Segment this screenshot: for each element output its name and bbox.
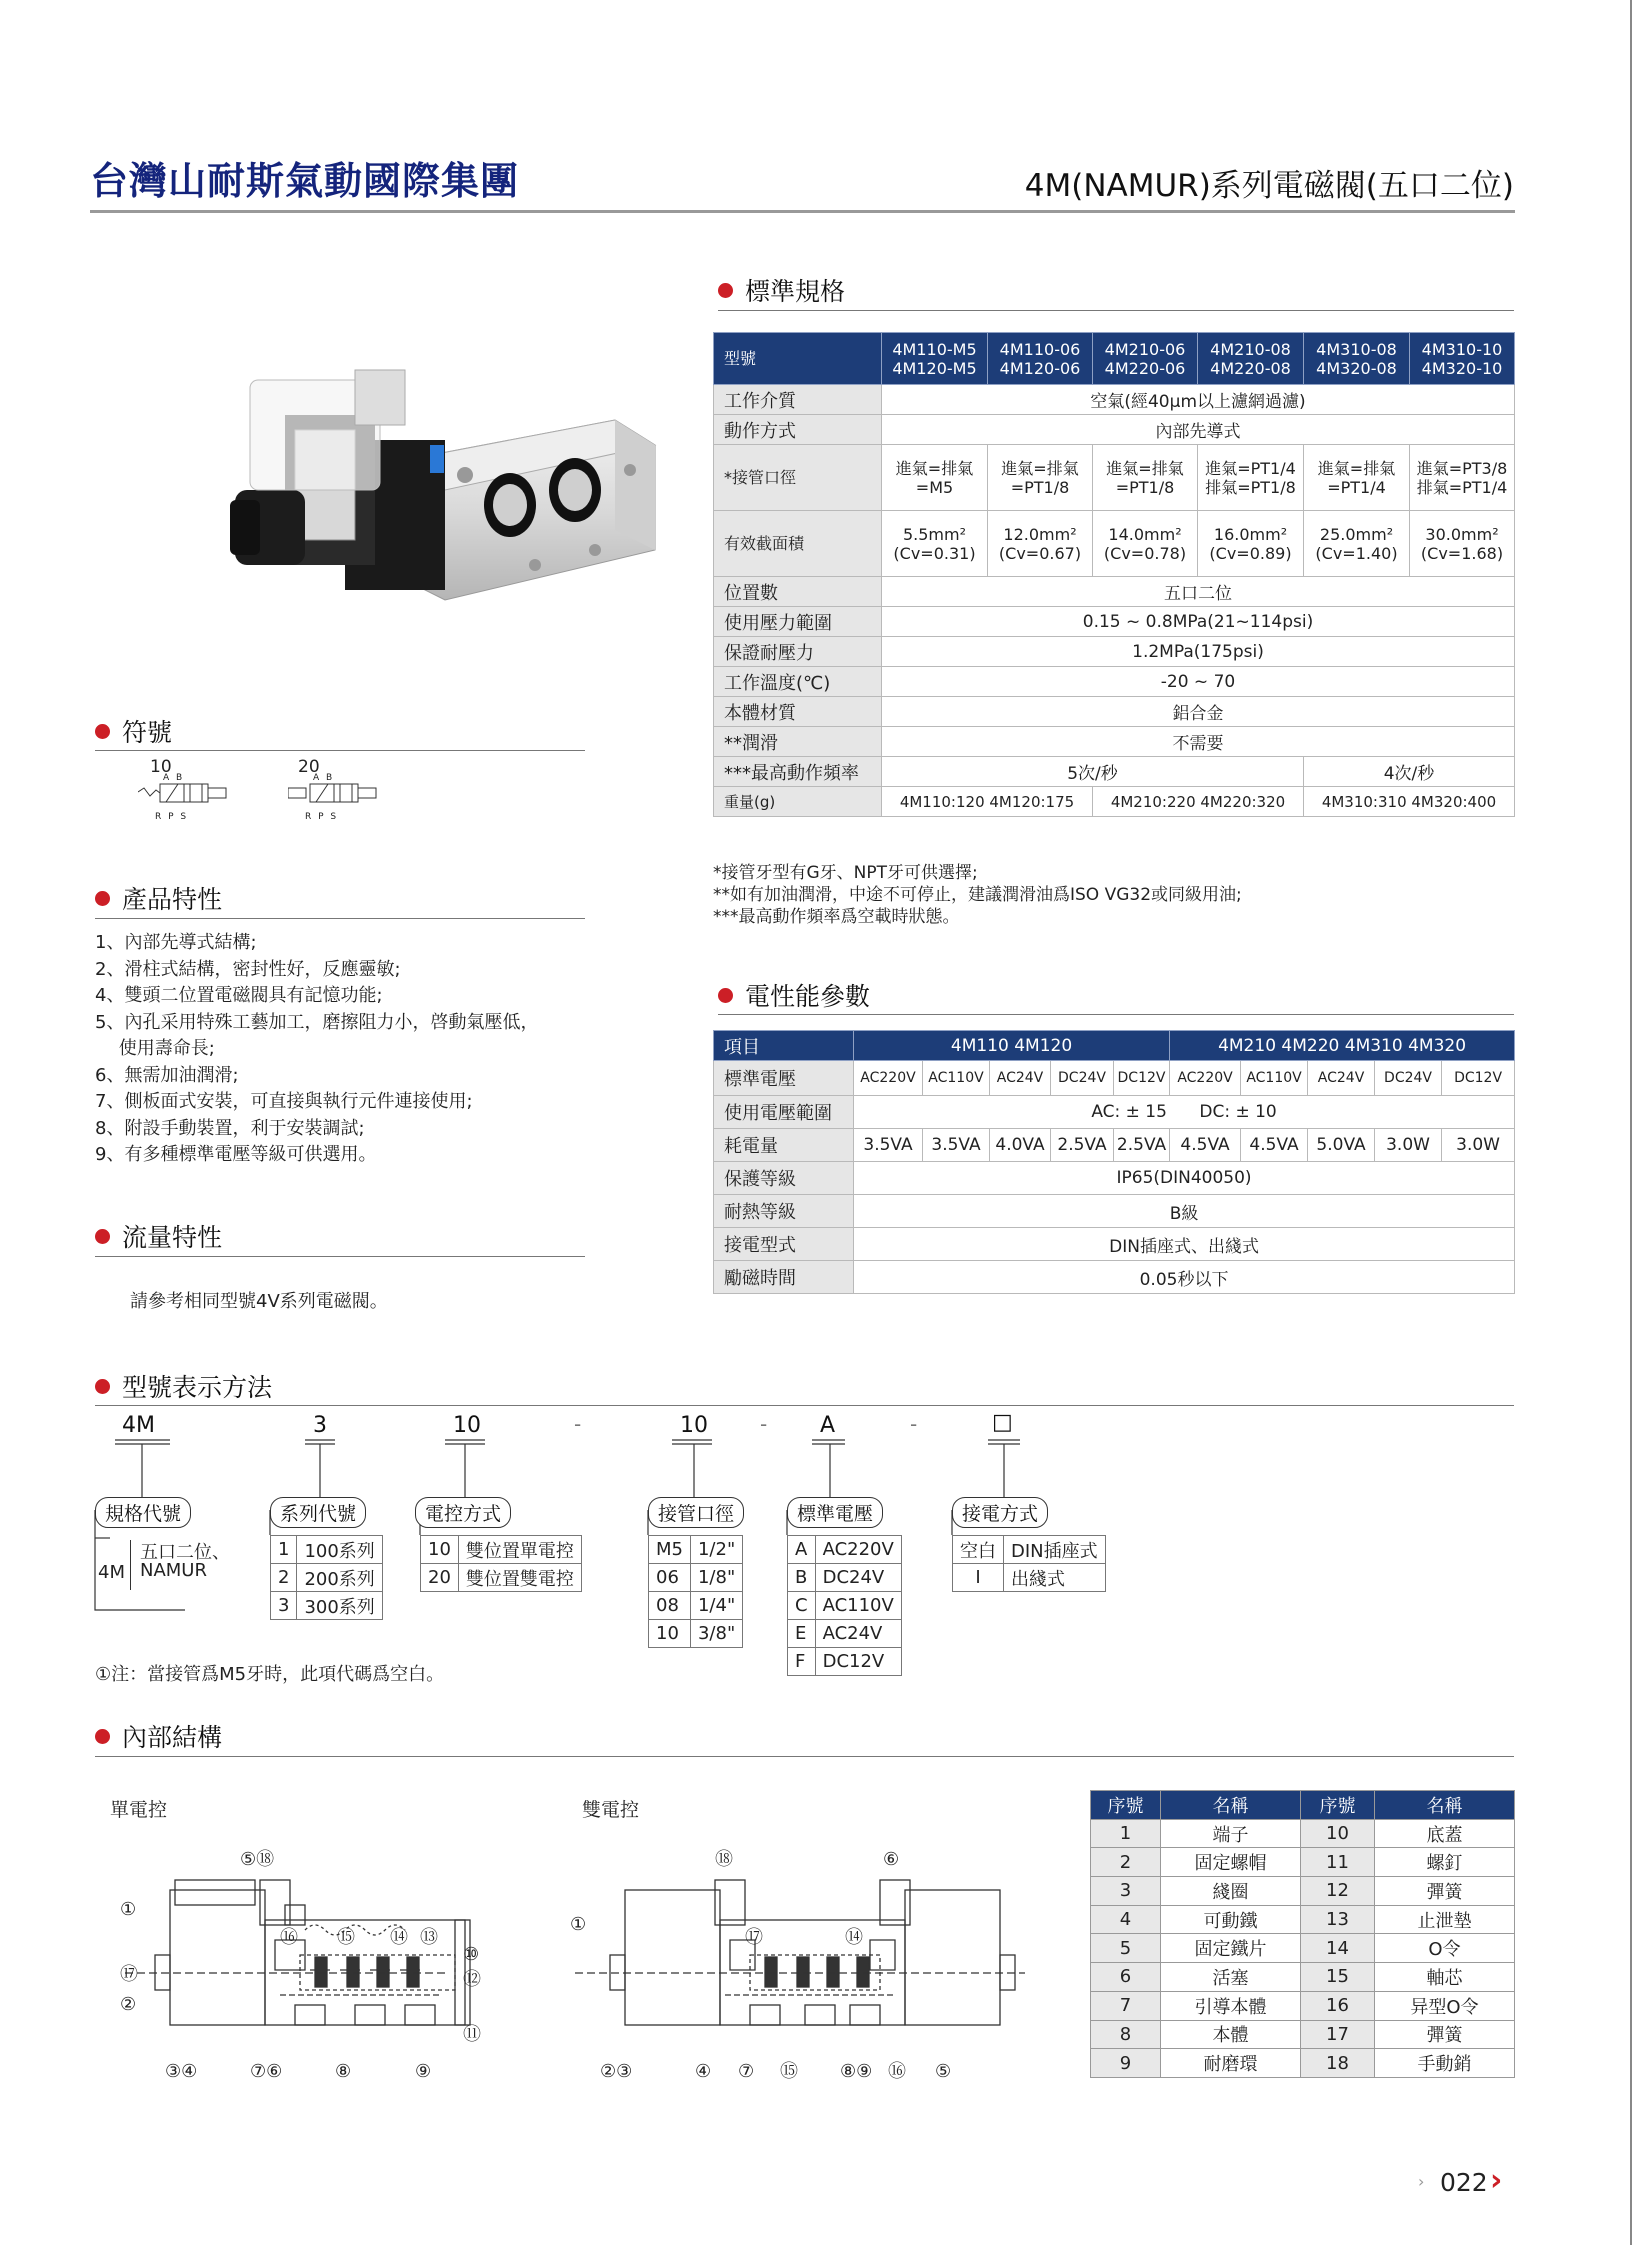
callout: ③④ <box>165 2061 198 2082</box>
model-label: 型號 <box>714 333 882 385</box>
section-structure: 內部結構 <box>95 1718 222 1754</box>
callout: ⑦ <box>738 2061 755 2082</box>
callout: ⑮ <box>337 1927 355 1948</box>
model-cell: 4M310-10 4M320-10 <box>1410 333 1515 385</box>
company-title: 台灣山耐斯氣動國際集團 <box>90 158 520 203</box>
callout: ② <box>120 1994 137 2015</box>
callout: ⑧⑨ <box>840 2061 873 2082</box>
callout: ⑩ <box>463 1944 480 1965</box>
callout: ⑧ <box>335 2061 352 2082</box>
callout: ⑯ <box>888 2061 906 2082</box>
callout: ②③ <box>600 2061 633 2082</box>
feature-item: 5、內孔采用特殊工藝加工，磨擦阻力小，啓動氣壓低， <box>95 1011 539 1033</box>
spec-row-area: 有效截面積 5.5mm² (Cv=0.31) 12.0mm² (Cv=0.67) 14.0mm² (Cv=0.78) 16.0mm² (Cv=0.89) 25.0mm² (Cv=1.40) 30.0mm² (Cv=1.68) <box>714 511 1515 577</box>
electrical-row-protection: 保護等級 IP65(DIN40050) <box>714 1162 1515 1195</box>
single-control-label: 單電控 <box>110 1799 168 1821</box>
parts-row: 3 綫圈 12 彈簧 <box>1091 1877 1515 1906</box>
callout: ⑨ <box>415 2061 432 2082</box>
electrical-header-row: 項目 4M110 4M120 4M210 4M220 4M310 4M320 <box>714 1031 1515 1061</box>
parts-row: 5 固定鐵片 14 O令 <box>1091 1934 1515 1963</box>
section-model: 型號表示方法 <box>95 1368 272 1404</box>
feature-item: 7、側板面式安裝，可直接與執行元件連接使用; <box>95 1091 473 1112</box>
note-line: **如有加油潤滑，中途不可停止，建議潤滑油爲ISO VG32或同級用油; <box>713 885 1242 905</box>
spec-row-lube: **潤滑 不需要 <box>714 727 1515 757</box>
flow-text: 請參考相同型號4V系列電磁閥。 <box>130 1291 388 1312</box>
note-line: ***最高動作頻率爲空載時狀態。 <box>713 907 960 927</box>
page-number: 022 <box>1440 2168 1488 2197</box>
parts-row: 6 活塞 15 軸芯 <box>1091 1963 1515 1992</box>
section-features: 產品特性 <box>95 880 222 916</box>
parts-row: 8 本體 17 彈簧 <box>1091 2020 1515 2049</box>
feature-item: 8、附設手動裝置，利于安裝調試; <box>95 1117 365 1139</box>
spec-row-weight: 重量(g) 4M110:120 4M120:175 4M210:220 4M220:320 4M310:310 4M320:400 <box>714 787 1515 817</box>
electrical-row-excitation: 勵磁時間 0.05秒以下 <box>714 1261 1515 1294</box>
spec-row-positions: 位置數 五口二位 <box>714 577 1515 607</box>
note-line: *接管牙型有G牙、NPT牙可供選擇; <box>713 863 978 883</box>
feature-item: 4、雙頭二位置電磁閥具有記憶功能; <box>95 985 383 1006</box>
feature-item: 6、無需加油潤滑; <box>95 1064 239 1086</box>
symbol-ports: A B <box>313 773 335 783</box>
model-cell: 4M310-08 4M320-08 <box>1304 333 1410 385</box>
spec-row-medium: 工作介質 空氣(經40μm以上濾網過濾) <box>714 385 1515 415</box>
double-control-label: 雙電控 <box>582 1799 640 1821</box>
callout: ⑰ <box>745 1927 763 1948</box>
feature-item: 使用壽命長; <box>95 1038 215 1059</box>
spec-row-temp: 工作溫度(℃) -20 ~ 70 <box>714 667 1515 697</box>
product-title: 4M(NAMUR)系列電磁閥(五口二位) <box>1024 168 1514 204</box>
callout: ⑮ <box>780 2061 798 2082</box>
callout: ⑰ <box>120 1964 138 1985</box>
callout: ⑥ <box>883 1849 900 1870</box>
electrical-row-connection: 接電型式 DIN插座式、出綫式 <box>714 1228 1515 1261</box>
chevron-right-icon: › <box>1490 2163 1503 2198</box>
symbol-ports: A B <box>163 773 185 783</box>
callout: ⑫ <box>463 1969 481 1990</box>
model-dash: - <box>910 1412 918 1436</box>
callout: ① <box>570 1914 587 1935</box>
parts-row: 4 可動鐵 13 止泄墊 <box>1091 1905 1515 1934</box>
section-flow: 流量特性 <box>95 1218 222 1254</box>
symbol-ports: R P S <box>155 812 189 822</box>
model-note: ①注：當接管爲M5牙時，此項代碼爲空白。 <box>95 1664 445 1685</box>
model-cell: 4M210-08 4M220-08 <box>1198 333 1304 385</box>
double-control-drawing <box>565 1845 1045 2105</box>
feature-item: 9、有多種標準電壓等級可供選用。 <box>95 1144 377 1165</box>
section-divider <box>95 1756 1514 1757</box>
spec-code-desc: 五口二位、 <box>140 1542 230 1563</box>
single-control-drawing <box>115 1845 505 2105</box>
symbol-label-10: 10 <box>150 757 172 777</box>
bullet-icon <box>95 1729 110 1744</box>
spec-row-pressure: 使用壓力範圍 0.15 ~ 0.8MPa(21~114psi) <box>714 607 1515 637</box>
callout: ① <box>120 1899 137 1920</box>
section-electrical: 電性能參數 <box>718 977 870 1013</box>
electrical-row-range: 使用電壓範圍 AC: ± 15 DC: ± 10 <box>714 1096 1515 1129</box>
port-code-table: M5 1/2" 06 1/8" 08 1/4" 10 3/8" <box>648 1535 743 1648</box>
model-code: 3 <box>313 1413 327 1438</box>
model-code: 4M <box>122 1413 155 1438</box>
model-cell: 4M210-06 4M220-06 <box>1093 333 1198 385</box>
section-spec: 標準規格 <box>718 272 845 308</box>
model-cell: 4M110-06 4M120-06 <box>988 333 1093 385</box>
model-code: 10 <box>453 1413 481 1438</box>
electrical-row-power: 耗電量 3.5VA 3.5VA 4.0VA 2.5VA 2.5VA 4.5VA 4.5VA 5.0VA 3.0W 3.0W <box>714 1129 1515 1162</box>
chevron-right-icon: › <box>1418 2172 1425 2191</box>
control-code-table: 10 雙位置單電控 20 雙位置雙電控 <box>420 1535 582 1592</box>
voltage-code-table: A AC220V B DC24V C AC110V E AC24V F DC12V <box>787 1535 902 1676</box>
model-dash: - <box>574 1412 582 1436</box>
series-code-table: 1 100系列 2 200系列 3 300系列 <box>270 1535 383 1620</box>
feature-item: 2、滑柱式結構，密封性好，反應靈敏; <box>95 958 401 980</box>
callout: ⑪ <box>463 2024 481 2045</box>
parts-header-row: 序號 名稱 序號 名稱 <box>1091 1791 1515 1820</box>
callout: ⑤ <box>935 2061 952 2082</box>
symbol-label-20: 20 <box>298 757 320 777</box>
spec-row-action: 動作方式 內部先導式 <box>714 415 1515 445</box>
spec-code-value: 4M <box>98 1562 125 1583</box>
symbol-ports: R P S <box>305 812 339 822</box>
model-code: A <box>820 1413 836 1438</box>
model-code: 10 <box>680 1413 708 1438</box>
parts-row: 2 固定螺帽 11 螺釘 <box>1091 1848 1515 1877</box>
feature-item: 1、內部先導式結構; <box>95 932 257 953</box>
callout: ⑬ <box>420 1927 438 1948</box>
spec-row-material: 本體材質 鋁合金 <box>714 697 1515 727</box>
callout: ⑭ <box>390 1927 408 1948</box>
model-cell: 4M110-M5 4M120-M5 <box>882 333 988 385</box>
voltage-code-title: 標準電壓 <box>787 1497 883 1528</box>
spec-row-proof: 保證耐壓力 1.2MPa(175psi) <box>714 637 1515 667</box>
port-code-title: 接管口徑 <box>648 1497 744 1528</box>
callout: ⑯ <box>280 1927 298 1948</box>
spec-row-port: *接管口徑 進氣=排氣 =M5 進氣=排氣 =PT1/8 進氣=排氣 =PT1/8 進氣=PT1/4 排氣=PT1/8 進氣=排氣 =PT1/4 進氣=PT3/8 排氣=PT1/4 <box>714 445 1515 511</box>
callout: ⑤⑱ <box>240 1849 275 1870</box>
spec-row-freq: ***最高動作頻率 5次/秒 4次/秒 <box>714 757 1515 787</box>
electrical-row-heat: 耐熱等級 B級 <box>714 1195 1515 1228</box>
spec-code-desc: NAMUR <box>140 1560 207 1581</box>
spec-code-divider <box>130 1540 131 1590</box>
callout: ⑦⑥ <box>250 2061 283 2082</box>
control-code-title: 電控方式 <box>415 1497 511 1528</box>
series-code-title: 系列代號 <box>270 1497 366 1528</box>
wiring-code-table: 空白 DIN插座式 I 出綫式 <box>952 1535 1106 1592</box>
wiring-code-title: 接電方式 <box>952 1497 1048 1528</box>
callout: ⑱ <box>715 1849 733 1870</box>
parts-row: 7 引導本體 16 异型O令 <box>1091 1991 1515 2020</box>
section-symbol: 符號 <box>95 713 172 749</box>
parts-row: 1 端子 10 底蓋 <box>1091 1819 1515 1848</box>
parts-row: 9 耐磨環 18 手動銷 <box>1091 2049 1515 2078</box>
parts-table <box>1090 1790 1515 2078</box>
electrical-row-voltage: 標準電壓 AC220V AC110V AC24V DC24V DC12V AC220V AC110V AC24V DC24V DC12V <box>714 1061 1515 1096</box>
model-dash: - <box>760 1412 768 1436</box>
spec-code-title: 規格代號 <box>95 1497 191 1528</box>
callout: ④ <box>695 2061 712 2082</box>
callout: ⑭ <box>845 1927 863 1948</box>
model-code: □ <box>992 1410 1013 1435</box>
